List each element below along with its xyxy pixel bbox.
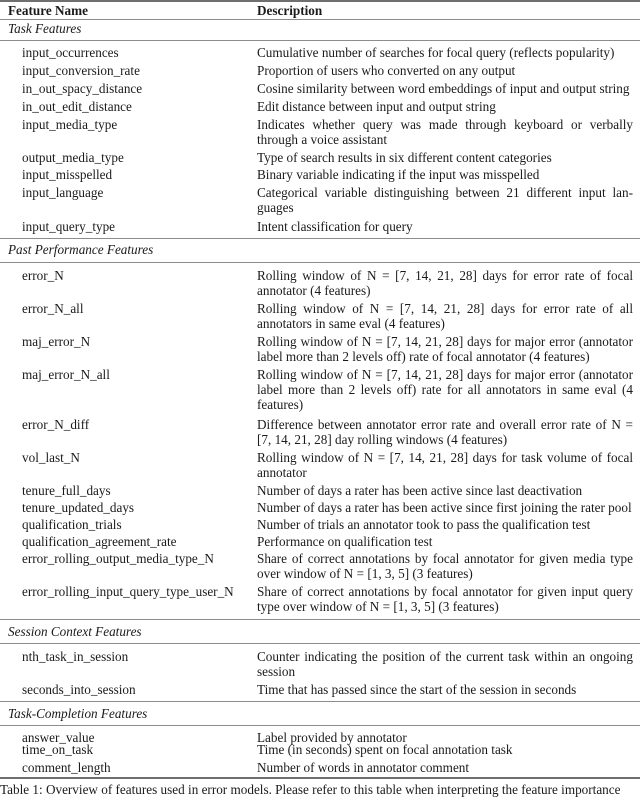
feature-name: answer_value — [22, 730, 95, 745]
section-rule — [0, 725, 640, 726]
feature-name: input_language — [22, 185, 104, 200]
feature-description: Cumulative number of searches for focal query (reflects popularity) — [257, 45, 615, 60]
feature-name: input_conversion_rate — [22, 63, 140, 78]
feature-description: Rolling window of N = [7, 14, 21, 28] days for major error (annotator label more than 2 levels off) rate for all annotators in same eval (4 features) — [257, 367, 633, 412]
feature-description: Label provided by annotator — [257, 730, 407, 745]
feature-name: seconds_into_session — [22, 682, 136, 697]
feature-description: Cosine similarity between word embeddings of input and output string — [257, 81, 630, 96]
feature-name: comment_length — [22, 760, 111, 775]
feature-name: input_media_type — [22, 117, 118, 132]
section-title-past-performance-features: Past Performance Features — [8, 242, 154, 257]
feature-description: Proportion of users who converted on any output — [257, 63, 516, 78]
feature-name: error_N_all — [22, 301, 84, 316]
feature-name: maj_error_N — [22, 334, 91, 349]
table-top-rule — [0, 0, 640, 2]
feature-description: Number of days a rater has been active since last deactivation — [257, 483, 583, 498]
feature-description: Performance on qualification test — [257, 534, 433, 549]
feature-name: tenure_updated_days — [22, 500, 135, 515]
feature-name: qualification_trials — [22, 517, 122, 532]
feature-name: time_on_task — [22, 742, 94, 757]
section-title-session-context-features: Session Context Features — [8, 624, 142, 639]
feature-name: error_rolling_output_media_type_N — [22, 551, 214, 566]
feature-name: input_occurrences — [22, 45, 119, 60]
feature-name: nth_task_in_session — [22, 649, 129, 664]
feature-description: Time (in seconds) spent on focal annotation task — [257, 742, 513, 757]
feature-description: Rolling window of N = [7, 14, 21, 28] days for error rate of focal annotator (4 features) — [257, 268, 633, 298]
feature-name: error_rolling_input_query_type_user_N — [22, 584, 234, 599]
feature-description: Edit distance between input and output string — [257, 99, 496, 114]
feature-description: Indicates whether query was made through keyboard or verbally through a voice assistant — [257, 117, 633, 147]
feature-description: Binary variable indicating if the input was misspelled — [257, 167, 540, 182]
header-feature-name: Feature Name — [8, 3, 88, 18]
feature-description: Rolling window of N = [7, 14, 21, 28] days for task volume of focal annotator — [257, 450, 633, 480]
section-rule — [0, 40, 640, 41]
feature-description: Number of trials an annotator took to pass the qualification test — [257, 517, 591, 532]
feature-name: input_query_type — [22, 219, 116, 234]
feature-description: Categorical variable distinguishing between 21 different input lan-guages — [257, 185, 633, 215]
section-title-task-completion-features: Task-Completion Features — [8, 706, 148, 721]
feature-name: maj_error_N_all — [22, 367, 110, 382]
feature-description: Time that has passed since the start of the session in seconds — [257, 682, 577, 697]
section-title-task-features: Task Features — [8, 21, 82, 36]
table-bottom-rule — [0, 777, 640, 779]
section-rule — [0, 262, 640, 263]
feature-name: tenure_full_days — [22, 483, 111, 498]
feature-name: output_media_type — [22, 150, 124, 165]
feature-description: Number of words in annotator comment — [257, 760, 470, 775]
feature-description: Number of days a rater has been active since first joining the rater pool — [257, 500, 632, 515]
feature-description: Intent classification for query — [257, 219, 413, 234]
feature-description: Rolling window of N = [7, 14, 21, 28] days for major error (annotator label more than 2 levels off) rate of focal annotator (4 features) — [257, 334, 633, 364]
section-rule — [0, 643, 640, 644]
section-rule — [0, 238, 640, 239]
feature-description: Share of correct annotations by focal annotator for given media type over window of N = [1, 3, 5] (3 features) — [257, 551, 633, 581]
feature-description: Rolling window of N = [7, 14, 21, 28] days for error rate of all annotators in same eval (4 features) — [257, 301, 633, 331]
header-rule — [0, 19, 640, 20]
feature-name: vol_last_N — [22, 450, 80, 465]
feature-name: error_N_diff — [22, 417, 90, 432]
feature-description: Type of search results in six different content categories — [257, 150, 552, 165]
feature-name: in_out_spacy_distance — [22, 81, 143, 96]
feature-name: in_out_edit_distance — [22, 99, 132, 114]
feature-name: qualification_agreement_rate — [22, 534, 177, 549]
table-caption: Table 1: Overview of features used in error models. Please refer to this table when interpreting the feature importance — [0, 782, 621, 797]
feature-name: input_misspelled — [22, 167, 113, 182]
header-description: Description — [257, 3, 323, 18]
feature-name: error_N — [22, 268, 64, 283]
feature-description: Counter indicating the position of the current task within an ongoing session — [257, 649, 633, 679]
section-rule — [0, 619, 640, 620]
feature-description: Difference between annotator error rate and overall error rate of N = [7, 14, 21, 28] day rolling windows (4 features) — [257, 417, 633, 447]
section-rule — [0, 701, 640, 702]
feature-description: Share of correct annotations by focal annotator for given input query type over window of N = [1, 3, 5] (3 features) — [257, 584, 633, 614]
